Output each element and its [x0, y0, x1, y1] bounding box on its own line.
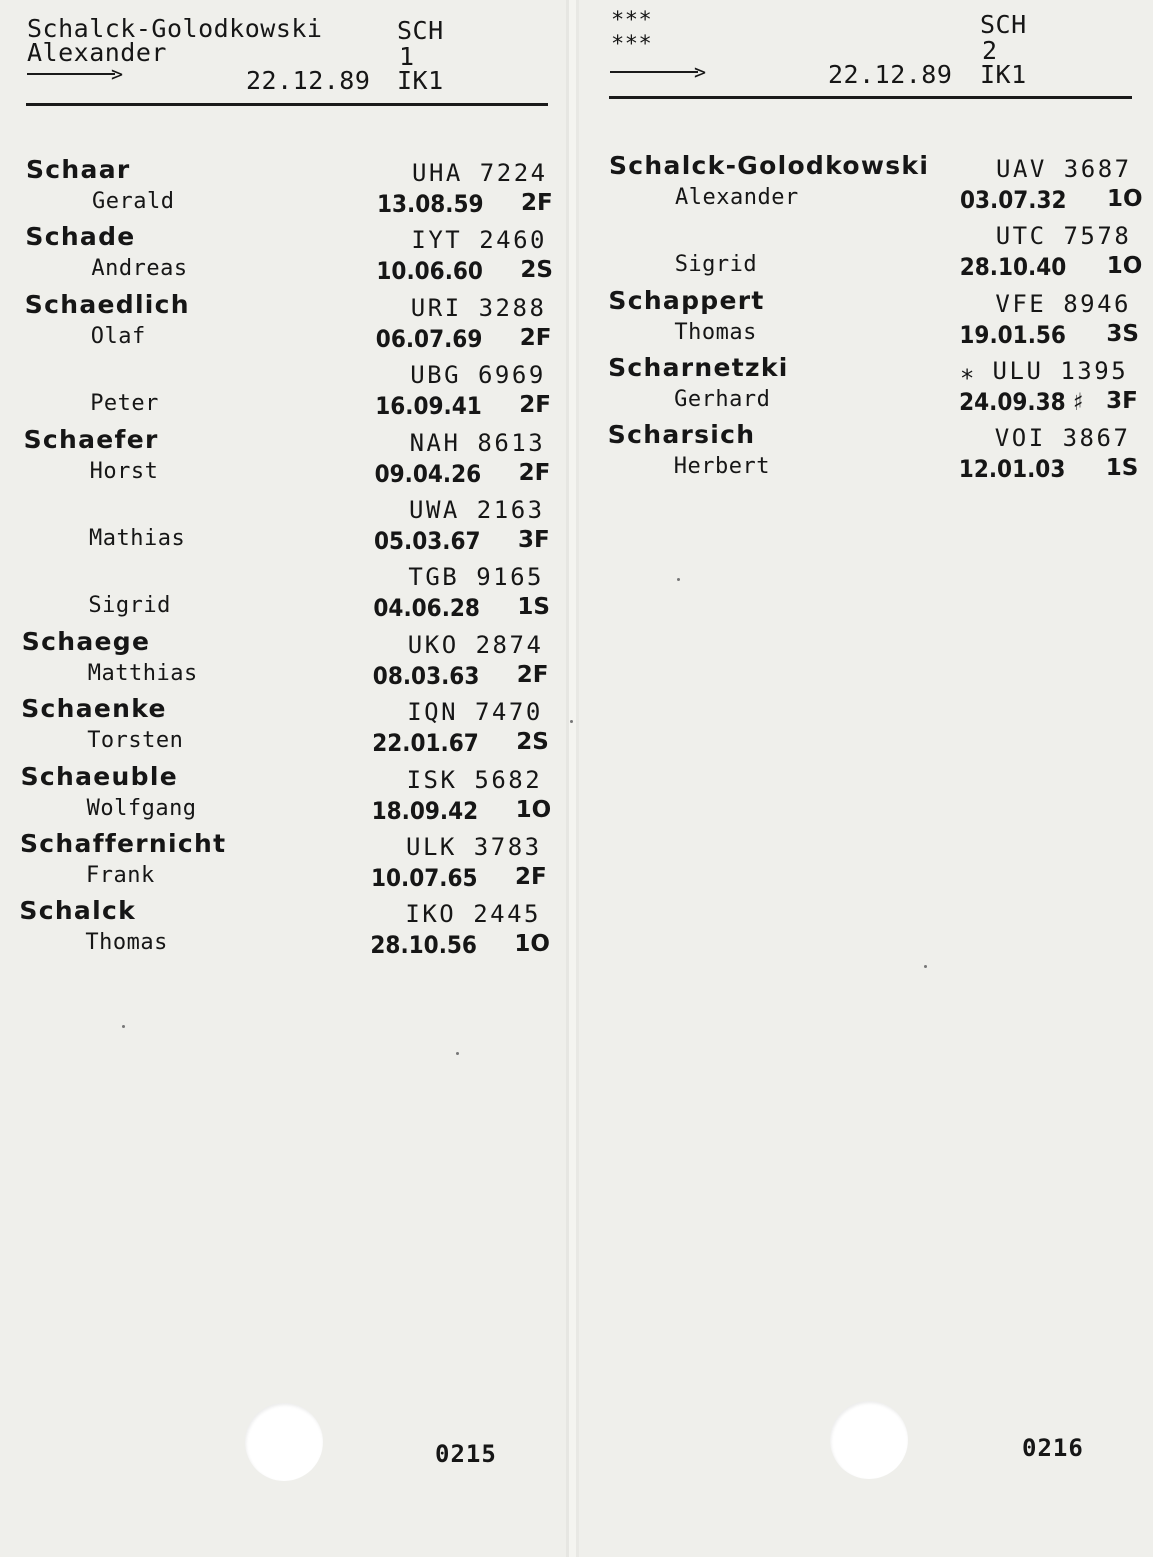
header-sheet: 1 [399, 42, 415, 71]
entry-surname: Schaar [26, 155, 131, 184]
header-surname: Schalck-Golodkowski [27, 14, 323, 43]
entry-code: TGB 9165 [408, 563, 544, 592]
entry-code: ISK 5682 [406, 765, 543, 794]
entry-given: Frank [86, 863, 155, 888]
entry-code: UHA 7224 [412, 159, 548, 187]
entry-given: Gerhard [674, 386, 771, 412]
entry-surname: Schaefer [23, 424, 159, 454]
entry-code: IYT 2460 [411, 226, 547, 255]
entry-code: VFE 8946 [995, 289, 1131, 318]
entry-dob: 24.09.38 ♯ [959, 387, 1084, 416]
punch-hole [245, 1403, 323, 1481]
entry-dob: 22.01.67 [372, 729, 479, 758]
entry-class: 3F [1106, 387, 1138, 414]
entry-given: Torsten [87, 728, 184, 754]
entry-code: ULK 3783 [406, 833, 542, 861]
entry-dob: 28.10.56 [370, 931, 477, 960]
entry-dob: 09.04.26 [374, 459, 482, 488]
entry-given: Matthias [87, 660, 198, 686]
entry-dob: 04.06.28 [373, 594, 480, 623]
entry-surname: Schaffernicht [20, 829, 227, 858]
speck [677, 578, 680, 581]
entry-class: 2F [516, 661, 549, 688]
entry-code: UTC 7578 [995, 222, 1132, 251]
punch-hole [830, 1401, 908, 1479]
entry-given: Olaf [90, 323, 146, 349]
arrow-icon: > [610, 60, 706, 80]
entry-given: Horst [89, 458, 159, 484]
entry-class: 1S [1105, 455, 1139, 482]
header-section: SCH [397, 16, 444, 45]
entry-dob: 10.07.65 [371, 864, 478, 892]
header-rule [609, 96, 1132, 99]
entry-code: UBG 6969 [410, 361, 546, 390]
entry-given: Wolfgang [86, 795, 197, 821]
entry-class: 2F [518, 459, 551, 486]
entry-class: 1O [1106, 253, 1143, 280]
speck [570, 720, 573, 723]
header-unit: IK1 [397, 66, 444, 95]
entry-code: URI 3288 [410, 293, 547, 322]
entry-surname: Schalck-Golodkowski [609, 151, 930, 180]
entry-code: IQN 7470 [407, 698, 543, 727]
header-section: SCH [980, 10, 1027, 39]
entry-given: Mathias [89, 526, 186, 551]
header-given: Alexander [27, 38, 167, 67]
header-redacted-2: *** [611, 32, 653, 57]
entry-dob: 10.06.60 [376, 257, 483, 286]
entry-given: Sigrid [674, 252, 758, 278]
entry-code: VOI 3867 [994, 424, 1131, 453]
entry-class: 2F [519, 324, 552, 351]
page-number: 0216 [1022, 1434, 1084, 1462]
header-date: 22.12.89 [246, 66, 371, 95]
entry-surname: Schaenke [21, 694, 167, 724]
entry-given: Thomas [674, 319, 757, 345]
header-date: 22.12.89 [828, 60, 953, 89]
entry-dob: 19.01.56 [959, 320, 1066, 349]
header-redacted-1: *** [611, 8, 653, 33]
entry-class: 3S [1106, 320, 1139, 347]
entry-dob: 05.03.67 [374, 527, 481, 555]
entry-surname: Schaedlich [24, 289, 190, 319]
entry-dob: 13.08.59 [377, 190, 484, 218]
entry-class: 1O [1107, 186, 1143, 212]
entry-surname: Scharnetzki [608, 352, 789, 382]
entry-code: NAH 8613 [409, 428, 546, 457]
right-index-card [576, 0, 1153, 1557]
entry-surname: Schade [25, 222, 136, 252]
entry-class: 3F [518, 527, 550, 553]
entry-class: 1O [514, 931, 550, 958]
entry-code: UWA 2163 [409, 496, 545, 524]
entry-class: 2S [520, 257, 553, 284]
entry-surname: Schalck [19, 896, 136, 926]
speck [456, 1052, 459, 1055]
entry-given: Alexander [675, 185, 799, 210]
entry-given: Andreas [91, 256, 188, 282]
left-index-card [0, 0, 569, 1557]
entry-class: 1S [517, 594, 550, 621]
header-unit: IK1 [980, 60, 1027, 89]
header-sheet: 2 [982, 36, 998, 65]
entry-dob: 18.09.42 [371, 796, 479, 825]
entry-dob: 08.03.63 [372, 661, 480, 690]
entry-class: 1O [515, 796, 552, 823]
entry-dob: 12.01.03 [958, 455, 1066, 484]
arrow-icon: > [27, 62, 123, 82]
entry-surname: Schaeuble [20, 761, 178, 791]
entry-class: 2F [521, 190, 553, 216]
entry-dob: 03.07.32 [960, 186, 1067, 214]
page-number: 0215 [435, 1440, 497, 1468]
entry-code: IKO 2445 [405, 900, 541, 929]
entry-surname: Scharsich [607, 420, 756, 450]
entry-given: Herbert [673, 454, 771, 480]
entry-class: 2F [515, 864, 547, 890]
entry-class: 2S [516, 729, 549, 756]
entry-given: Gerald [92, 189, 175, 214]
entry-surname: Schappert [608, 285, 765, 315]
entry-given: Sigrid [88, 593, 171, 619]
entry-code: UAV 3687 [996, 155, 1132, 183]
entry-given: Thomas [85, 930, 168, 956]
entry-code: ⁎ ULU 1395 [961, 356, 1129, 385]
entry-class: 2F [519, 392, 551, 419]
entry-surname: Schaege [21, 626, 151, 656]
entry-dob: 16.09.41 [375, 392, 482, 421]
header-rule [26, 103, 548, 106]
speck [924, 965, 927, 968]
entry-dob: 06.07.69 [375, 324, 483, 353]
entry-code: UKO 2874 [407, 630, 544, 659]
entry-dob: 28.10.40 [959, 253, 1067, 282]
speck [122, 1025, 125, 1028]
entry-given: Peter [90, 391, 159, 417]
